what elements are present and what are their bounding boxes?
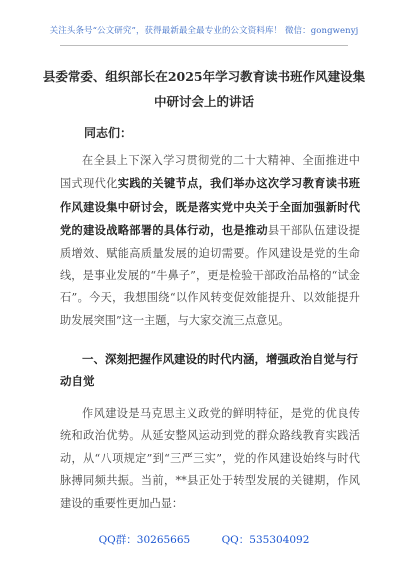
- page-footer: [0, 532, 408, 547]
- paragraph-intro-part-c: 县干部队伍建设提质增效、赋能高质量发展的迫切需要。作风建设是党的生命线，是事业发展的“牛鼻子”，更是检验干部政治品格的“试金石”。今天，我想围绕“以作风转变促效能提升、以效能提升助发展突围”这一主题，与大家交流三点意见。: [60, 224, 360, 327]
- page-header-banner: 关注头条号“公文研究”，获得最新最全最专业的公文资料库！ 微信：gongwenyj: [49, 26, 359, 36]
- paragraph-intro: [60, 150, 360, 332]
- salutation: 同志们：: [84, 126, 133, 140]
- paragraph-intro-bold: 实践的关键节点，我们举办这次学习教育读书班作风建设集中研讨会，既是落实党中央关于全面加强新时代党的建设战略部署的具体行动，也是推动: [60, 176, 360, 238]
- paragraph-intro-part-a: 在全县上下深入学习贯彻党的二十大精神、全面推进中国式现代化: [60, 154, 360, 191]
- document-title-line1: 县委常委、组织部长在2025年学习教育读书班作风建设集: [42, 69, 366, 84]
- footer-qq-group: QQ群：30265665: [98, 534, 191, 546]
- paragraph-section-1: 作风建设是马克思主义政党的鲜明特征，是党的优良传统和政治优势。从延安整风运动到党的群众路线教育实践活动，从“八项规定”到“三严三实”，党的作风建设始终与时代脉搏同频共振。当前，**县正处于转型发展的关键期，作风建设的重要性更加凸显：: [60, 407, 360, 510]
- section-heading-1: 一、深刻把握作风建设的时代内涵，增强政治自觉与行动自觉: [60, 352, 358, 389]
- header-divider: [60, 45, 348, 46]
- document-title-line2: 中研讨会上的讲话: [153, 94, 254, 109]
- footer-qq: QQ：535304092: [221, 534, 310, 546]
